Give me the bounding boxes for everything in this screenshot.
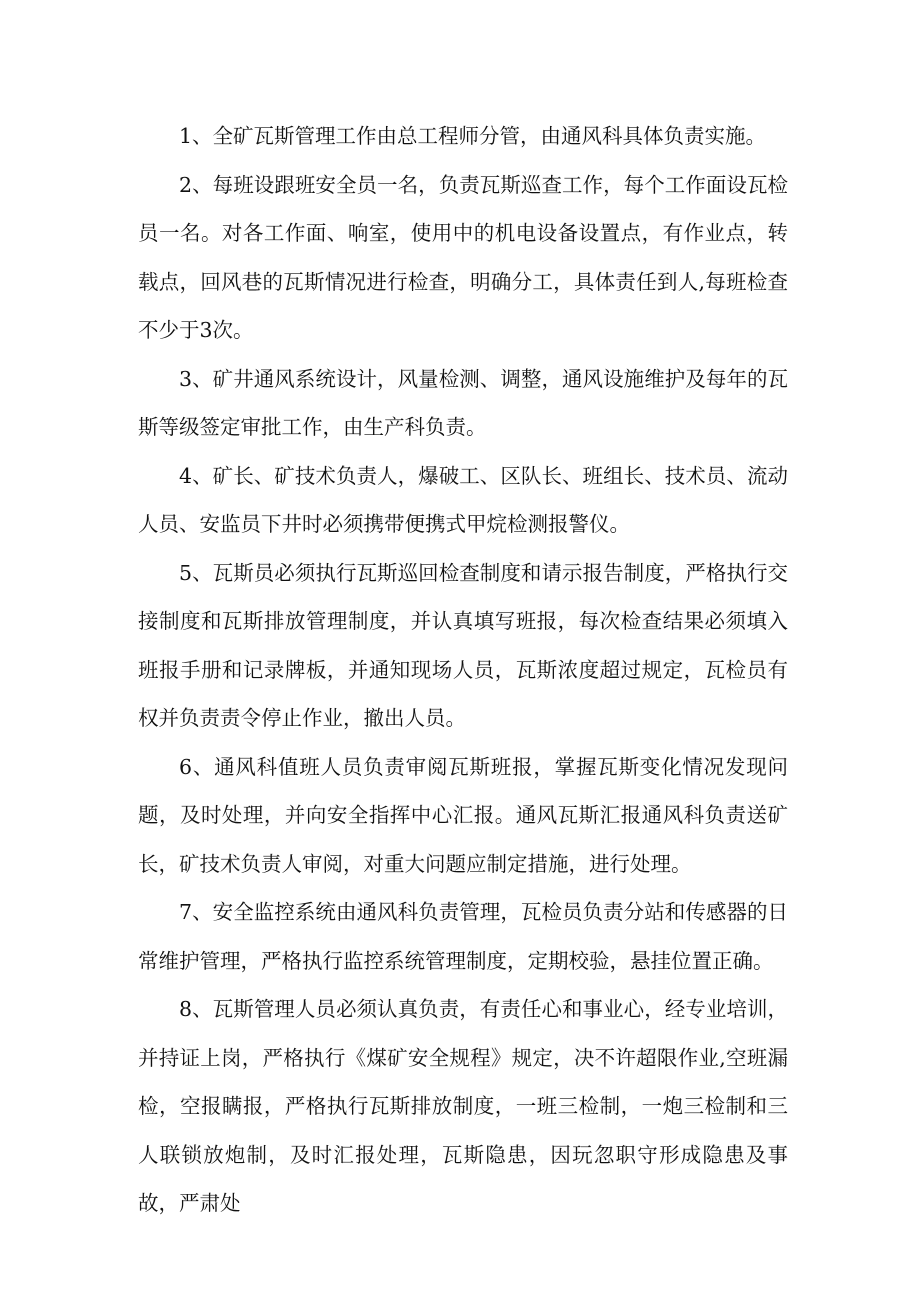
paragraph-7: 7、安全监控系统由通风科负责管理，瓦检员负责分站和传感器的日常维护管理，严格执行监控系统管理制度，定期校验，悬挂位置正确。 bbox=[138, 900, 788, 973]
paragraph-8: 8、瓦斯管理人员必须认真负责，有责任心和事业心，经专业培训，并持证上岗，严格执行《煤矿安全规程》规定，决不许超限作业,空班漏检，空报瞒报，严格执行瓦斯排放制度，一班三检制，一炮三检制和三人联锁放炮制，及时汇报处理，瓦斯隐患，因玩忽职守形成隐患及事故，严肃处 bbox=[138, 997, 788, 1215]
paragraph-4: 4、矿长、矿技术负责人，爆破工、区队长、班组长、技术员、流动人员、安监员下井时必须携带便携式甲烷检测报警仪。 bbox=[138, 463, 788, 536]
paragraph-1: 1、全矿瓦斯管理工作由总工程师分管，由通风科具体负责实施。 bbox=[179, 124, 767, 148]
paragraph-3: 3、矿井通风系统设计，风量检测、调整，通风设施维护及每年的瓦斯等级签定审批工作，由生产科负责。 bbox=[138, 366, 788, 439]
paragraph-2: 2、每班设跟班安全员一名，负责瓦斯巡查工作，每个工作面设瓦检员一名。对各工作面、响室，使用中的机电设备设置点，有作业点，转载点，回风巷的瓦斯情况进行检查，明确分工，具体责任到人,每班检查不少于3次。 bbox=[138, 172, 788, 342]
paragraph-5: 5、瓦斯员必须执行瓦斯巡回检查制度和请示报告制度，严格执行交接制度和瓦斯排放管理制度，并认真填写班报，每次检查结果必须填入班报手册和记录牌板，并通知现场人员，瓦斯浓度超过规定，瓦检员有权并负责责令停止作业，撤出人员。 bbox=[138, 560, 788, 730]
paragraph-6: 6、通风科值班人员负责审阅瓦斯班报，掌握瓦斯变化情况发现问题，及时处理，并向安全指挥中心汇报。通风瓦斯汇报通风科负责送矿长，矿技术负责人审阅，对重大问题应制定措施，进行处理。 bbox=[138, 754, 788, 876]
document-body bbox=[138, 112, 788, 1228]
